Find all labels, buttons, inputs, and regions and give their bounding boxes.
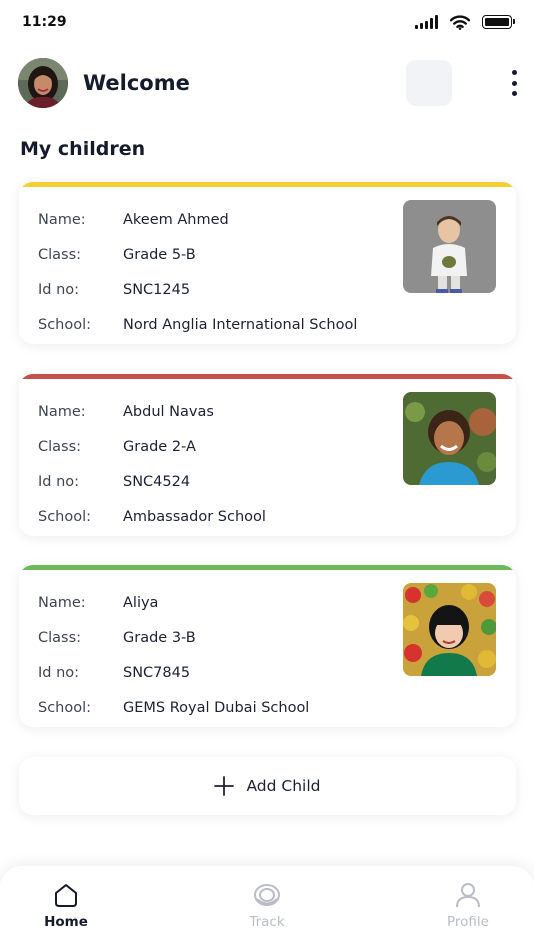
child-class: Grade 5-B (123, 246, 196, 263)
nav-item-profile[interactable] (418, 882, 518, 938)
cellular-signal-icon (415, 15, 438, 29)
card-accent-bar (19, 374, 516, 379)
id-label: Id no: (38, 473, 80, 490)
nav-label-home: Home (44, 914, 88, 930)
child-card[interactable] (19, 374, 516, 536)
child-photo (403, 583, 496, 676)
plus-icon (214, 776, 234, 796)
child-card[interactable] (19, 565, 516, 727)
header (18, 58, 523, 108)
status-time: 11:29 (22, 14, 67, 30)
nav-label-profile: Profile (447, 914, 489, 930)
add-child-label: Add Child (246, 777, 321, 795)
id-label: Id no: (38, 664, 80, 681)
battery-icon (482, 15, 512, 29)
child-details (38, 394, 266, 534)
child-details (38, 202, 357, 342)
school-label: School: (38, 508, 92, 525)
child-school: Nord Anglia International School (123, 316, 358, 333)
child-id: SNC7845 (123, 664, 191, 681)
home-icon (53, 882, 79, 908)
user-avatar[interactable] (18, 58, 68, 108)
child-name: Abdul Navas (123, 403, 214, 420)
nav-label-track: Track (249, 914, 285, 930)
child-class: Grade 3-B (123, 629, 196, 646)
card-accent-bar (19, 182, 516, 187)
name-label: Name: (38, 594, 86, 611)
child-class: Grade 2-A (123, 438, 196, 455)
child-photo (403, 200, 496, 293)
wifi-icon (450, 15, 470, 30)
child-card[interactable] (19, 182, 516, 344)
child-id: SNC4524 (123, 473, 191, 490)
nav-item-home[interactable] (16, 882, 116, 938)
status-bar (0, 0, 534, 44)
school-label: School: (38, 316, 92, 333)
name-label: Name: (38, 403, 86, 420)
header-placeholder-button[interactable] (406, 60, 452, 106)
card-accent-bar (19, 565, 516, 570)
add-child-button[interactable] (19, 757, 516, 815)
bottom-nav (0, 866, 534, 950)
section-title: My children (20, 138, 146, 160)
child-details (38, 585, 309, 725)
child-photo (403, 392, 496, 485)
school-label: School: (38, 699, 92, 716)
child-name: Aliya (123, 594, 159, 611)
class-label: Class: (38, 438, 82, 455)
welcome-title: Welcome (83, 71, 190, 95)
more-options-icon[interactable] (508, 70, 520, 96)
status-icons (415, 15, 512, 30)
class-label: Class: (38, 629, 82, 646)
child-school: Ambassador School (123, 508, 266, 525)
id-label: Id no: (38, 281, 80, 298)
nav-item-track[interactable] (217, 882, 317, 938)
track-icon (253, 882, 281, 908)
child-id: SNC1245 (123, 281, 191, 298)
child-name: Akeem Ahmed (123, 211, 229, 228)
class-label: Class: (38, 246, 82, 263)
child-school: GEMS Royal Dubai School (123, 699, 310, 716)
profile-icon (455, 882, 481, 908)
name-label: Name: (38, 211, 86, 228)
